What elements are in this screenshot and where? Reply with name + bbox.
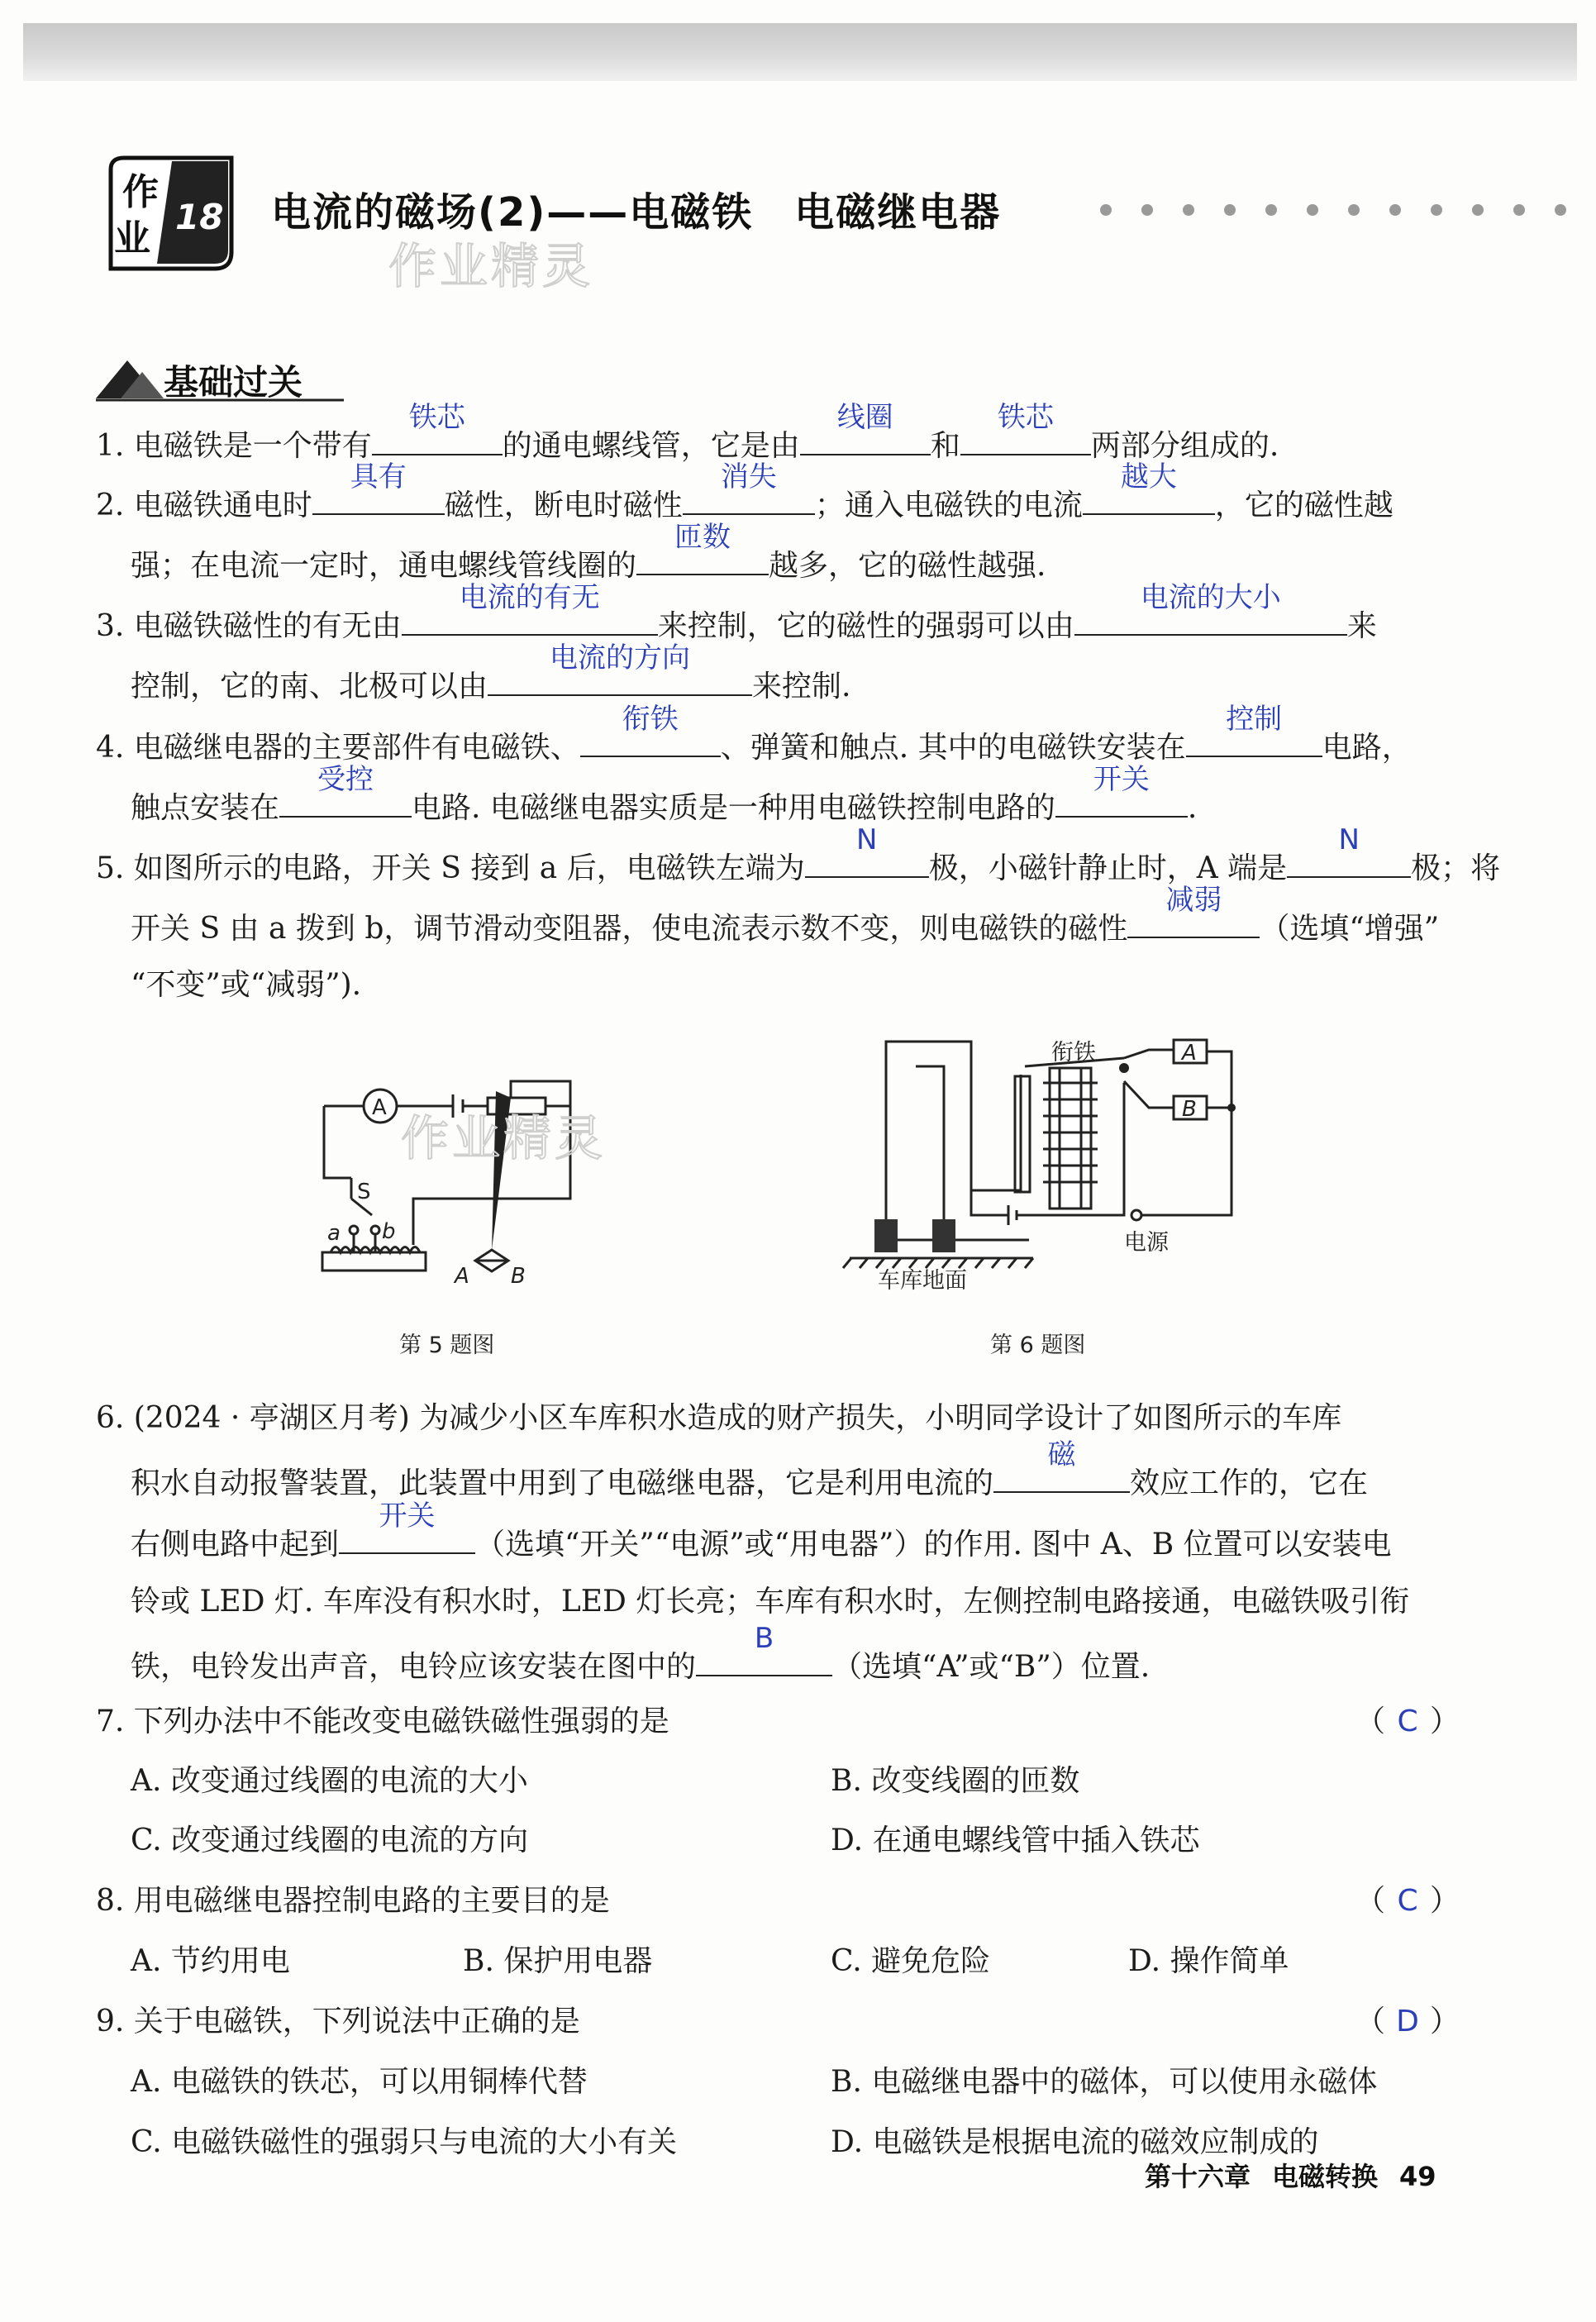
blank-q1-3[interactable]: 铁芯 xyxy=(960,417,1091,455)
q8-option-c[interactable]: C. 避免危险 xyxy=(831,1944,991,1978)
power-source-label: 电源 xyxy=(1124,1230,1169,1256)
q7-option-c[interactable]: C. 改变通过线圈的电流的方向 xyxy=(131,1824,529,1857)
blank-q6-2[interactable]: 开关 xyxy=(339,1516,475,1554)
blank-q2-3[interactable]: 越大 xyxy=(1083,477,1215,515)
q9-option-a[interactable]: A. 电磁铁的铁芯，可以用铜棒代替 xyxy=(131,2065,588,2099)
badge-top-char: 作 xyxy=(122,171,159,213)
question-4-line-1: 4. 电磁继电器的主要部件有电磁铁、 衔铁 、弹簧和触点. 其中的电磁铁安装在 控制 电路， xyxy=(96,703,1412,765)
answer-paren-q9[interactable]: （ D ） xyxy=(1355,2005,1460,2038)
switch-label: S xyxy=(357,1180,371,1204)
question-8-stem: 8. 用电磁继电器控制电路的主要目的是 xyxy=(96,1884,610,1918)
homework-badge xyxy=(99,153,240,277)
blank-q4-3[interactable]: 受控 xyxy=(279,780,412,818)
blank-q2-2[interactable]: 消失 xyxy=(683,477,815,515)
question-9-stem: 9. 关于电磁铁，下列说法中正确的是 xyxy=(96,2005,580,2038)
answer-paren-q8[interactable]: （ C ） xyxy=(1355,1884,1460,1918)
blank-q6-3[interactable]: B xyxy=(696,1638,832,1676)
q9-option-b[interactable]: B. 电磁继电器中的磁体，可以使用永磁体 xyxy=(831,2065,1378,2099)
figure-6-circuit xyxy=(827,1025,1273,1298)
question-6-line-4: 铃或 LED 灯. 车库没有积水时，LED 灯长亮；车库有积水时，左侧控制电路接通，电磁铁吸引衔 xyxy=(131,1585,1410,1619)
box-b-label: B xyxy=(1182,1097,1197,1122)
q8-option-b[interactable]: B. 保护用电器 xyxy=(463,1944,653,1978)
question-4-line-2: 触点安装在 受控 电路. 电磁继电器实质是一种用电磁铁控制电路的 开关 . xyxy=(131,763,1198,825)
question-7-stem: 7. 下列办法中不能改变电磁铁磁性强弱的是 xyxy=(96,1705,669,1738)
box-a-label: A xyxy=(1182,1041,1197,1066)
blank-q5-2[interactable]: N xyxy=(1287,840,1411,878)
question-3-line-1: 3. 电磁铁磁性的有无由 电流的有无 来控制，它的磁性的强弱可以由 电流的大小 来 xyxy=(96,581,1377,643)
q9-option-c[interactable]: C. 电磁铁磁性的强弱只与电流的大小有关 xyxy=(131,2125,678,2159)
watermark-2: 作业精灵 xyxy=(401,1110,607,1166)
footer-chapter: 第十六章 xyxy=(1145,2161,1251,2192)
top-scan-band xyxy=(23,23,1577,81)
blank-q2-4[interactable]: 匝数 xyxy=(636,537,769,575)
page-number: 49 xyxy=(1399,2161,1436,2192)
q8-option-a[interactable]: A. 节约用电 xyxy=(131,1944,290,1978)
blank-q1-1[interactable]: 铁芯 xyxy=(372,417,503,455)
question-6-line-5: 铁，电铃发出声音，电铃应该安装在图中的 B （选填“A”或“B”）位置. xyxy=(131,1622,1151,1684)
blank-q5-3[interactable]: 减弱 xyxy=(1127,900,1260,938)
garage-floor-label: 车库地面 xyxy=(878,1268,967,1294)
blank-q4-4[interactable]: 开关 xyxy=(1055,780,1188,818)
needle-end-b: B xyxy=(511,1264,526,1289)
q7-option-b[interactable]: B. 改变线圈的匝数 xyxy=(831,1764,1080,1798)
blank-q1-2[interactable]: 线圈 xyxy=(800,417,931,455)
question-5-line-1: 5. 如图所示的电路，开关 S 接到 a 后，电磁铁左端为 N 极，小磁针静止时，A 端是 N 极；将 xyxy=(96,823,1501,885)
switch-contact-b: b xyxy=(382,1219,396,1244)
switch-contact-a: a xyxy=(327,1221,341,1246)
blank-q2-1[interactable]: 具有 xyxy=(312,477,445,515)
blank-q6-1[interactable]: 磁 xyxy=(993,1455,1130,1493)
question-5-line-3: “不变”或“减弱”). xyxy=(131,968,362,1002)
figure-5-caption: 第 5 题图 xyxy=(399,1333,495,1358)
figure-6-caption: 第 6 题图 xyxy=(990,1333,1086,1358)
question-1: 1. 电磁铁是一个带有 铁芯 的通电螺线管，它是由 线圈 和 铁芯 两部分组成的. xyxy=(96,401,1279,463)
badge-number: 18 xyxy=(175,197,224,237)
page-title: 电流的磁场(2)——电磁铁 电磁继电器 xyxy=(271,189,1002,236)
answer-paren-q7[interactable]: （ C ） xyxy=(1355,1705,1460,1738)
title-dots xyxy=(1099,202,1579,218)
blank-q4-2[interactable]: 控制 xyxy=(1186,719,1322,757)
q9-option-d[interactable]: D. 电磁铁是根据电流的磁效应制成的 xyxy=(831,2125,1319,2159)
section-title: 基础过关 xyxy=(164,362,303,403)
question-6-line-2: 积水自动报警装置，此装置中用到了电磁继电器，它是利用电流的 磁 效应工作的，它在 xyxy=(131,1438,1369,1500)
question-6-line-1: 6. (2024 · 亭湖区月考) 为减少小区车库积水造成的财产损失，小明同学设计了如图所示的车库 xyxy=(96,1401,1342,1435)
question-2-line-2: 强；在电流一定时，通电螺线管线圈的 匝数 越多，它的磁性越强. xyxy=(131,521,1046,583)
armature-label: 衔铁 xyxy=(1051,1040,1096,1066)
blank-q3-2[interactable]: 电流的大小 xyxy=(1074,598,1347,636)
question-6-line-3: 右侧电路中起到 开关 （选填“开关”“电源”或“用电器”）的作用. 图中 A、B 位置可以安装电 xyxy=(131,1500,1392,1562)
q8-option-d[interactable]: D. 操作简单 xyxy=(1128,1944,1289,1978)
question-3-line-2: 控制，它的南、北极可以由 电流的方向 来控制. xyxy=(131,641,851,703)
footer-topic: 电磁转换 xyxy=(1272,2161,1379,2192)
q7-option-a[interactable]: A. 改变通过线圈的电流的大小 xyxy=(131,1764,528,1798)
blank-q5-1[interactable]: N xyxy=(805,840,929,878)
q7-option-d[interactable]: D. 在通电螺线管中插入铁芯 xyxy=(831,1824,1200,1857)
question-5-line-2: 开关 S 由 a 拨到 b，调节滑动变阻器，使电流表示数不变，则电磁铁的磁性 减弱 （选填“增强” xyxy=(131,884,1440,946)
blank-q3-3[interactable]: 电流的方向 xyxy=(488,658,752,696)
watermark-1: 作业精灵 xyxy=(388,238,594,294)
question-2-line-1: 2. 电磁铁通电时 具有 磁性，断电时磁性 消失 ；通入电磁铁的电流 越大 ，它的磁性越 xyxy=(96,460,1394,522)
page-footer xyxy=(1145,2156,1458,2194)
ammeter-symbol: A xyxy=(372,1095,387,1120)
badge-bottom-char: 业 xyxy=(114,217,150,260)
blank-q4-1[interactable]: 衔铁 xyxy=(580,719,721,757)
needle-end-a: A xyxy=(455,1264,469,1289)
blank-q3-1[interactable]: 电流的有无 xyxy=(402,598,658,636)
